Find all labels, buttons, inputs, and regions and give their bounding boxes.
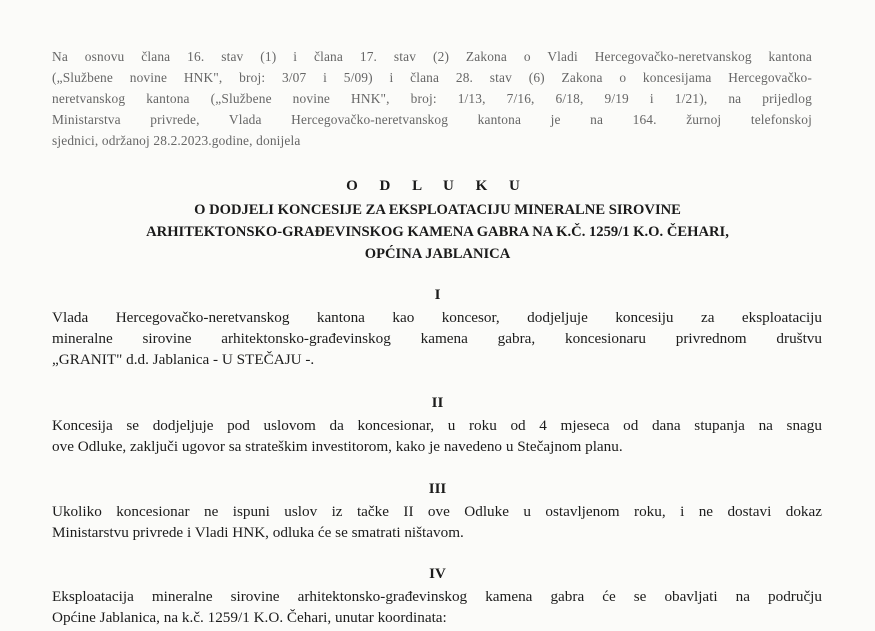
section-number-ii: II bbox=[431, 395, 444, 411]
paragraph-line: Ministarstvu privrede i Vladi HNK, odluka će se smatrati ništavom. bbox=[52, 524, 464, 541]
paragraph-line: ove Odluke, zaključi ugovor sa strateškim investitorom, kako je navedeno u Stečajnom planu. bbox=[52, 438, 623, 455]
document-subtitle bbox=[0, 199, 875, 265]
section-number-iii: III bbox=[428, 481, 447, 497]
preamble-line: („Službene novine HNK", broj: 3/07 i 5/09) i člana 28. stav (6) Zakona o koncesijama Hercegovačko- bbox=[52, 70, 812, 85]
section-iii-paragraph bbox=[52, 501, 822, 543]
section-number-i: I bbox=[434, 287, 441, 303]
section-ii-paragraph bbox=[52, 415, 822, 457]
subtitle-line: O DODJELI KONCESIJE ZA EKSPLOATACIJU MINERALNE SIROVINE bbox=[194, 202, 681, 218]
paragraph-line: Eksploatacija mineralne sirovine arhitektonsko-građevinskog kamena gabra će se obavljati na području bbox=[52, 588, 822, 605]
section-number-iv: IV bbox=[429, 566, 446, 582]
paragraph-line: Koncesija se dodjeljuje pod uslovom da koncesionar, u roku od 4 mjeseca od dana stupanja na snagu bbox=[52, 417, 822, 434]
paragraph-line: Ukoliko koncesionar ne ispuni uslov iz tačke II ove Odluke u ostavljenom roku, i ne dostavi dokaz bbox=[52, 503, 822, 520]
paragraph-line: Vlada Hercegovačko-neretvanskog kantona kao koncesor, dodjeljuje koncesiju za eksploataciju bbox=[52, 309, 822, 326]
preamble-line: Ministarstva privrede, Vlada Hercegovačko-neretvanskog kantona je na 164. žurnoj telefonskoj bbox=[52, 112, 812, 127]
paragraph-line: „GRANIT" d.d. Jablanica - U STEČAJU -. bbox=[52, 351, 315, 368]
section-i-paragraph bbox=[52, 307, 822, 370]
subtitle-line: ARHITEKTONSKO-GRAĐEVINSKOG KAMENA GABRA NA K.Č. 1259/1 K.O. ČEHARI, bbox=[146, 224, 729, 240]
subtitle-line: OPĆINA JABLANICA bbox=[364, 246, 511, 262]
paragraph-line: Općine Jablanica, na k.č. 1259/1 K.O. Čehari, unutar koordinata: bbox=[52, 609, 447, 626]
preamble-paragraph bbox=[52, 46, 812, 151]
paragraph-line: mineralne sirovine arhitektonsko-građevinskog kamena gabra, koncesionaru privrednom društvu bbox=[52, 330, 822, 347]
document-title: O D L U K U bbox=[346, 178, 529, 194]
preamble-line: Na osnovu člana 16. stav (1) i člana 17. stav (2) Zakona o Vladi Hercegovačko-neretvanskog kantona bbox=[52, 49, 812, 64]
section-iv-paragraph bbox=[52, 586, 822, 628]
preamble-line: neretvanskog kantona („Službene novine HNK", broj: 1/13, 7/16, 6/18, 9/19 i 1/21), na prijedlog bbox=[52, 91, 812, 106]
preamble-line: sjednici, održanoj 28.2.2023.godine, donijela bbox=[52, 133, 301, 148]
